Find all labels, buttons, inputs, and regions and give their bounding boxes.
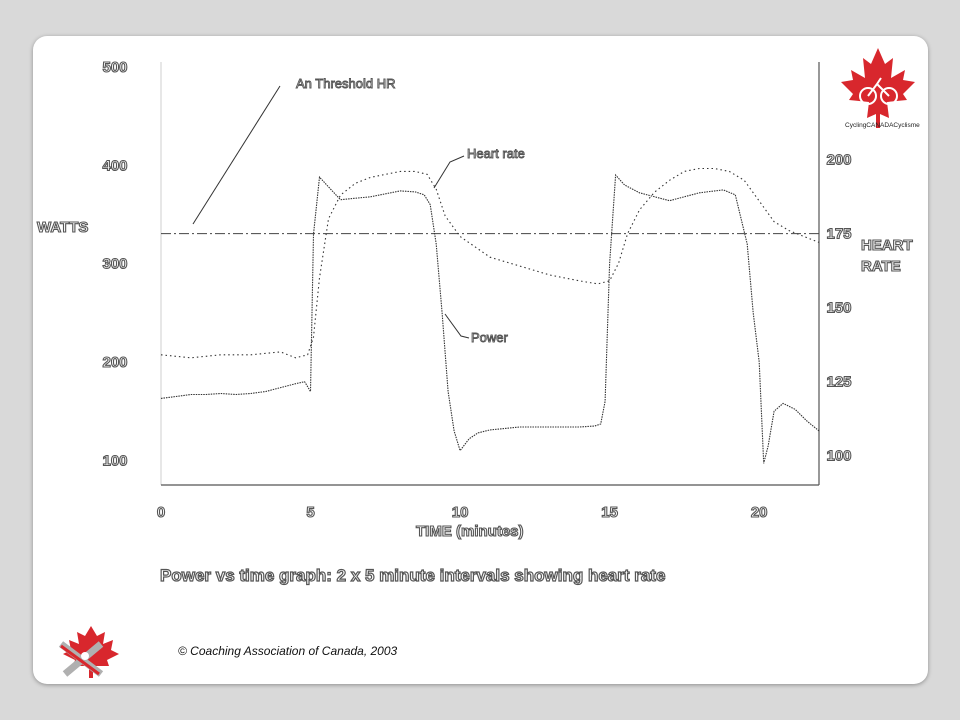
y-right-tick-labels xyxy=(826,152,851,465)
y-left-tick-label: 100 xyxy=(102,452,128,470)
y-right-tick-label: 150 xyxy=(826,299,852,317)
x-tick-label: 0 xyxy=(156,504,166,521)
y-right-tick-label: 125 xyxy=(826,373,852,391)
power-series-line xyxy=(161,175,819,463)
y-right-label-line1: HEART xyxy=(861,237,913,254)
heart-rate-pointer-line xyxy=(434,156,464,188)
chart xyxy=(33,36,928,684)
y-right-tick-label: 100 xyxy=(826,447,852,465)
y-left-tick-label: 400 xyxy=(102,157,128,175)
slide xyxy=(33,36,928,684)
power-annotation: Power xyxy=(471,330,508,345)
x-axis-label: TIME (minutes) xyxy=(416,523,524,540)
y-right-label-line2: RATE xyxy=(861,258,901,275)
x-tick-label: 5 xyxy=(306,504,315,521)
x-tick-label: 10 xyxy=(451,504,469,521)
coaching-association-logo xyxy=(55,624,127,680)
y-left-label: WATTS xyxy=(37,219,89,236)
axes xyxy=(161,62,819,485)
y-left-tick-label: 300 xyxy=(102,255,128,273)
x-tick-label: 20 xyxy=(750,504,768,521)
x-tick-label: 15 xyxy=(601,504,618,521)
chart-caption: Power vs time graph: 2 x 5 minute intervals showing heart rate xyxy=(160,566,666,585)
y-left-tick-label: 500 xyxy=(102,58,128,76)
copyright-text: © Coaching Association of Canada, 2003 xyxy=(178,644,398,658)
y-left-tick-label: 200 xyxy=(102,354,128,372)
threshold-pointer-line xyxy=(193,86,280,224)
x-tick-labels xyxy=(157,504,768,521)
cycling-canada-logo-text: CyclingCANADACyclisme xyxy=(845,122,920,129)
heart-rate-annotation: Heart rate xyxy=(467,146,525,161)
threshold-annotation: An Threshold HR xyxy=(296,76,396,91)
power-pointer-line xyxy=(445,314,469,338)
y-left-tick-labels xyxy=(102,59,127,469)
y-right-tick-label: 175 xyxy=(826,225,852,243)
y-right-tick-label: 200 xyxy=(826,151,852,169)
